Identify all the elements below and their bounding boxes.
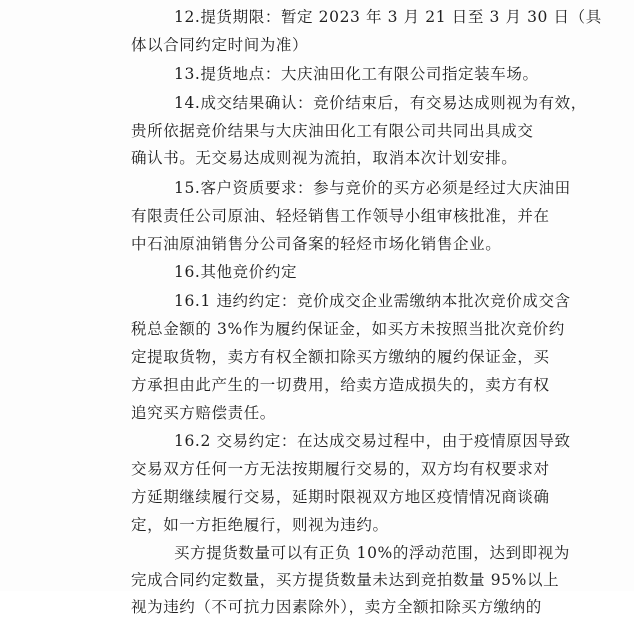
text-line: 定提取货物，卖方有权全额扣除买方缴纳的履约保证金，买 (131, 348, 550, 366)
text-line: 买方提货数量可以有正负 10%的浮动范围，达到即视为 (174, 544, 570, 562)
text-line: 16.2 交易约定：在达成交易过程中，由于疫情原因导致 (174, 432, 571, 450)
text-line: 视为违约（不可抗力因素除外），卖方全额扣除买方缴纳的 (131, 598, 542, 616)
text-line: 方承担由此产生的一切费用，给卖方造成损失的，卖方有权 (131, 376, 550, 394)
section-heading: 16.其他竞价约定 (174, 263, 298, 281)
text-line: 定，如一方拒绝履行，则视为违约。 (131, 516, 389, 534)
text-line: 12.提货期限：暂定 2023 年 3 月 21 日至 3 月 30 日（具 (174, 8, 602, 26)
text-line: 贵所依据竞价结果与大庆油田化工有限公司共同出具成交 (131, 122, 534, 140)
text-line: 有限责任公司原油、轻烃销售工作领导小组审核批准，并在 (131, 207, 550, 225)
text-line: 方延期继续履行交易，延期时限视双方地区疫情情况商谈确 (131, 488, 550, 506)
text-line: 交易双方任何一方无法按期履行交易的，双方均有权要求对 (131, 460, 550, 478)
text-line: 体以合同约定时间为准） (131, 36, 309, 54)
text-line: 完成合同约定数量，买方提货数量未达到竞拍数量 95%以上 (131, 571, 560, 589)
text-line: 13.提货地点：大庆油田化工有限公司指定装车场。 (174, 65, 539, 83)
text-line: 追究买方赔偿责任。 (131, 404, 276, 422)
text-line: 确认书。无交易达成则视为流拍，取消本次计划安排。 (131, 149, 518, 167)
text-line: 14.成交结果确认：竞价结束后，有交易达成则视为有效， (174, 94, 587, 112)
text-line: 税总金额的 3%作为履约保证金，如买方未按照当批次竞价约 (131, 320, 565, 338)
text-line: 中石油原油销售分公司备案的轻烃市场化销售企业。 (131, 235, 502, 253)
text-line: 16.1 违约约定：竞价成交企业需缴纳本批次竞价成交含 (174, 292, 571, 310)
text-line: 15.客户资质要求：参与竞价的买方必须是经过大庆油田 (174, 179, 571, 197)
